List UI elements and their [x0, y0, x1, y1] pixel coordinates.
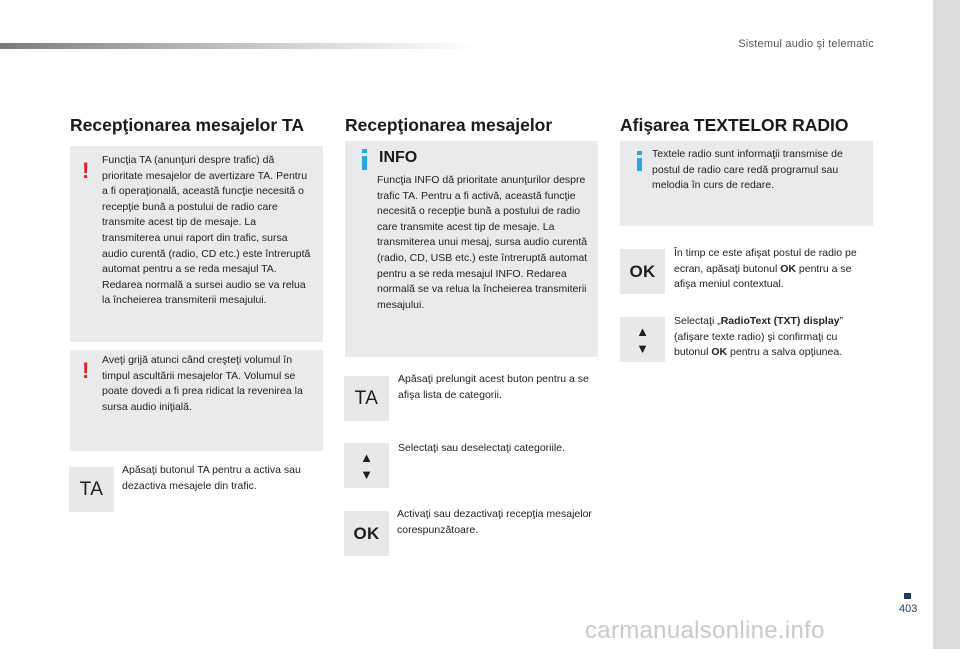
up-arrow-icon[interactable]: ▲ — [360, 449, 373, 465]
col2-step3-text: Activaţi sau dezactivaţi recepţia mesajelor corespunzătoare. — [397, 508, 592, 536]
down-arrow-icon[interactable]: ▼ — [360, 466, 373, 482]
ta-button[interactable]: TA — [69, 467, 114, 512]
col1-warning-box — [70, 146, 323, 342]
down-arrow-icon[interactable]: ▼ — [636, 340, 649, 356]
header-gradient-bar — [0, 43, 480, 49]
info-icon — [637, 158, 642, 171]
col1-warning1-text: Funcţia TA (anunţuri despre trafic) dă prioritate mesajelor de avertizare TA. Pentru a fi operaţională, această funcţie necesită o recepţie bună a postului de radio care transmite acest tip de mesaje. La transmiterea unui raport din trafic, sursa audio curentă (radio, CD etc.) este întreruptă automat pentru a se reda mesajul TA. Redarea normală a sursei audio se va relua la încheierea transmiterii mesajului. — [102, 154, 311, 307]
col2-info-text: Funcţia INFO dă prioritate anunţurilor despre trafic TA. Pentru a fi activă, această funcţie necesită o recepţie bună a postului de radio care transmite acest tip de mesaje. La transmiterea unui mesaj, sursa audio curentă (radio, CD, USB etc.) este întreruptă automat pentru a se reda mesajul INFO. Redarea normală se va relua la încheierea transmiterii mesajului. — [377, 174, 588, 311]
col1-warning2-box — [70, 350, 323, 451]
col2-info-title: INFO — [379, 149, 418, 166]
warning-icon: ! — [82, 358, 90, 383]
header-section-title: Sistemul audio şi telematic — [738, 38, 874, 50]
col1-title: Recepţionarea mesajelor TA — [70, 115, 305, 135]
col2-step2-text: Selectaţi sau deselectaţi categoriile. — [398, 442, 565, 454]
page-number: 403 — [899, 603, 918, 615]
col2-step1-text: Apăsaţi prelungit acest buton pentru a se afişa lista de categorii. — [398, 373, 589, 401]
col2-title: Recepţionarea mesajelor — [345, 115, 553, 135]
warning-icon: ! — [82, 158, 90, 183]
info-icon — [362, 156, 367, 170]
watermark: carmanualsonline.info — [585, 617, 825, 644]
page-marker — [904, 593, 911, 599]
up-down-arrows-button[interactable] — [620, 317, 665, 362]
col3-step1-text: În timp ce este afişat postul de radio pe ecran, apăsaţi butonul OK pentru a se afişa meniul contextual. — [674, 247, 857, 291]
ta-button[interactable]: TA — [344, 376, 389, 421]
up-arrow-icon[interactable]: ▲ — [636, 323, 649, 339]
col3-info-box — [620, 141, 873, 226]
page-edge-sidebar — [933, 0, 960, 649]
col3-info-text: Textele radio sunt informaţii transmise de postul de radio care redă programul sau melodia în curs de redare. — [652, 148, 843, 192]
col3-step2-text: Selectaţi „RadioText (TXT) display” (afişare texte radio) şi confirmaţi cu butonul OK pentru a salva opţiunea. — [674, 315, 844, 359]
ok-button[interactable]: OK — [620, 249, 665, 294]
ok-button[interactable]: OK — [344, 511, 389, 556]
up-down-arrows-button[interactable] — [344, 443, 389, 488]
col1-warning2-text: Aveţi grijă atunci când creşteţi volumul în timpul ascultării mesajelor TA. Volumul se poate dovedi a fi prea ridicat la revenirea la sursa audio iniţială. — [102, 354, 303, 413]
col2-info-box — [345, 141, 598, 357]
col3-title: Afişarea TEXTELOR RADIO — [620, 115, 849, 135]
col1-button-text: Apăsaţi butonul TA pentru a activa sau dezactiva mesajele din trafic. — [122, 464, 301, 492]
